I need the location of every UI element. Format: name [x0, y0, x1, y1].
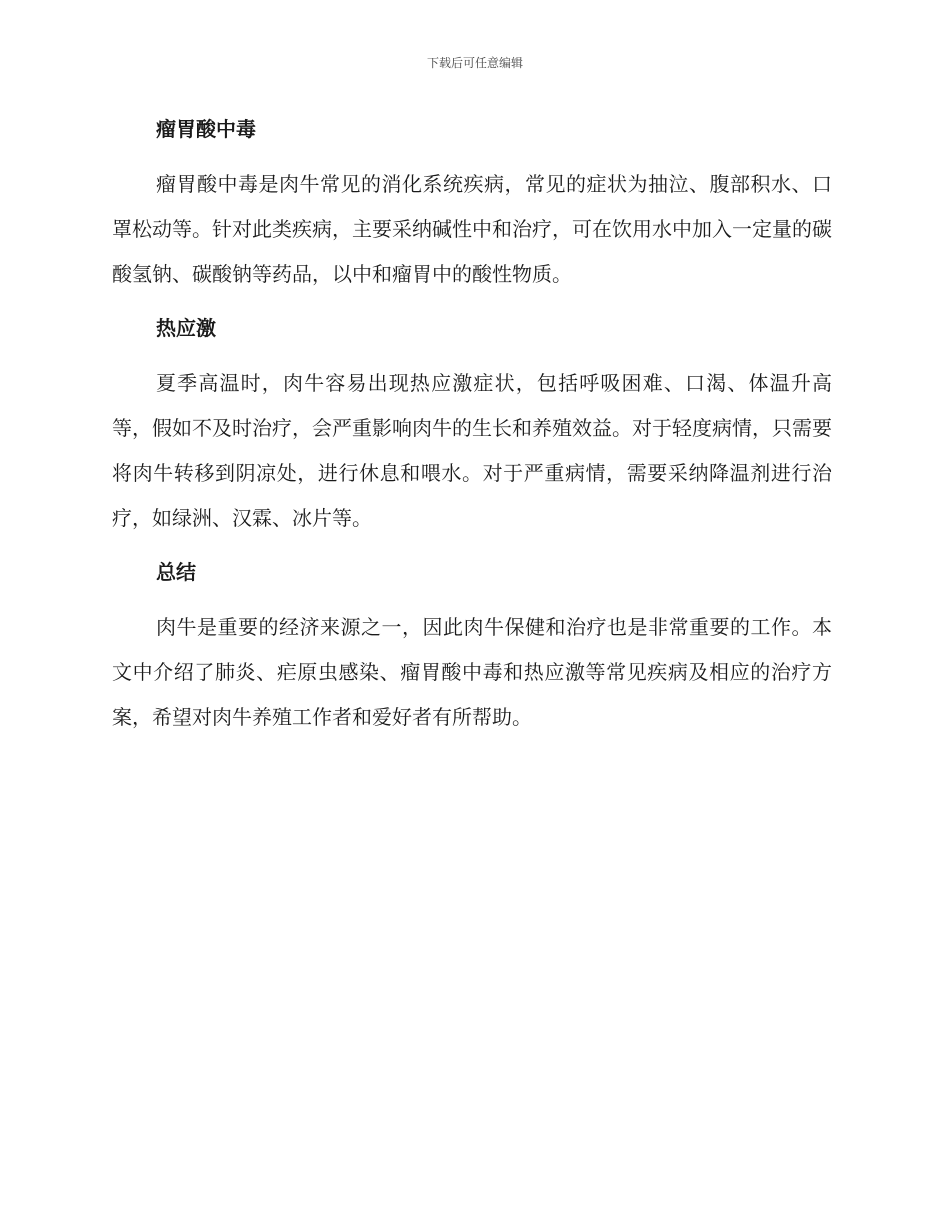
section-paragraph: 瘤胃酸中毒是肉牛常见的消化系统疾病，常见的症状为抽泣、腹部积水、口罩松动等。针对此类疾病，主要采纳碱性中和治疗，可在饮用水中加入一定量的碳酸氢钠、碳酸钠等药品，以中和瘤胃中的酸性物质。: [112, 172, 832, 286]
section-heading: 总结: [156, 560, 196, 584]
section-summary: [112, 555, 832, 740]
header-note: 下载后可任意编辑: [426, 56, 523, 70]
section-paragraph: 夏季高温时，肉牛容易出现热应激症状，包括呼吸困难、口渴、体温升高等，假如不及时治疗，会严重影响肉牛的生长和养殖效益。对于轻度病情，只需要将肉牛转移到阴凉处，进行休息和喂水。对于严重病情，需要采纳降温剂进行治疗，如绿洲、汉霖、冰片等。: [112, 371, 832, 530]
document-body: [112, 112, 832, 754]
section-paragraph: 肉牛是重要的经济来源之一，因此肉牛保健和治疗也是非常重要的工作。本文中介绍了肺炎、疟原虫感染、瘤胃酸中毒和热应激等常见疾病及相应的治疗方案，希望对肉牛养殖工作者和爱好者有所帮助。: [112, 615, 832, 729]
section-heat-stress: [112, 311, 832, 541]
section-heading: 热应激: [156, 316, 216, 340]
section-rumen-acidosis: [112, 112, 832, 297]
section-heading: 瘤胃酸中毒: [156, 117, 256, 141]
